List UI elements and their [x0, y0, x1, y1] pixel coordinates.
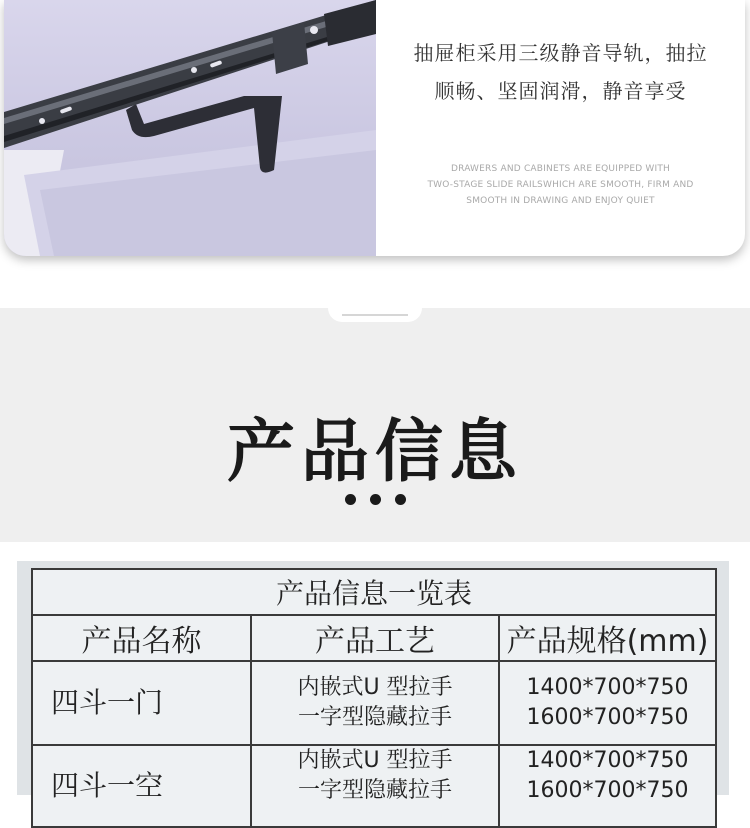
table-row: [32, 661, 716, 745]
craft-line: 一字型隐藏拉手: [297, 778, 452, 803]
feature-section: [0, 0, 750, 300]
table-header-row: [32, 615, 716, 661]
feature-description-en: DRAWERS AND CABINETS ARE EQUIPPED WITH TWO-STAGE SLIDE RAILSWHICH ARE SMOOTH, FIRM AND SMOOTH IN DRAWING AND ENJOY QUIET: [427, 164, 694, 206]
spec-line: 1600*700*750: [526, 778, 689, 803]
product-name-cell: 四斗一门: [32, 661, 251, 745]
column-header-spec: 产品规格(mm): [499, 615, 716, 661]
product-name-cell: 四斗一空: [32, 745, 251, 827]
spec-line: 1400*700*750: [526, 748, 689, 773]
craft-line: 内嵌式U 型拉手: [297, 748, 453, 773]
feature-text-block: [376, 0, 745, 256]
column-header-name: 产品名称: [32, 615, 251, 661]
table-caption: 产品信息一览表: [32, 569, 716, 615]
product-craft-cell: [251, 661, 499, 745]
dot-icon: [395, 494, 406, 505]
product-craft-cell: [251, 745, 499, 827]
product-info-table: [31, 568, 717, 828]
dot-icon: [345, 494, 356, 505]
product-info-table-panel: [17, 561, 729, 803]
spec-line: 1400*700*750: [526, 675, 689, 700]
product-spec-cell: [499, 661, 716, 745]
product-spec-cell: [499, 745, 716, 827]
title-dots-decoration: [0, 494, 750, 505]
craft-line: 内嵌式U 型拉手: [297, 675, 453, 700]
header-notch-decoration: [328, 308, 422, 322]
drawer-slide-illustration: [4, 0, 376, 256]
feature-card: [4, 0, 745, 256]
feature-description-cn: 抽屉柜采用三级静音导轨，抽拉 顺畅、坚固润滑，静音享受: [413, 41, 708, 103]
drawer-slide-photo: [4, 0, 376, 256]
dot-icon: [370, 494, 381, 505]
spec-line: 1600*700*750: [526, 705, 689, 730]
column-header-craft: 产品工艺: [251, 615, 499, 661]
section-title: 产品信息: [226, 413, 523, 492]
table-row: [32, 745, 716, 827]
craft-line: 一字型隐藏拉手: [297, 705, 452, 730]
product-info-header: [0, 308, 750, 542]
table-caption-row: [32, 569, 716, 615]
